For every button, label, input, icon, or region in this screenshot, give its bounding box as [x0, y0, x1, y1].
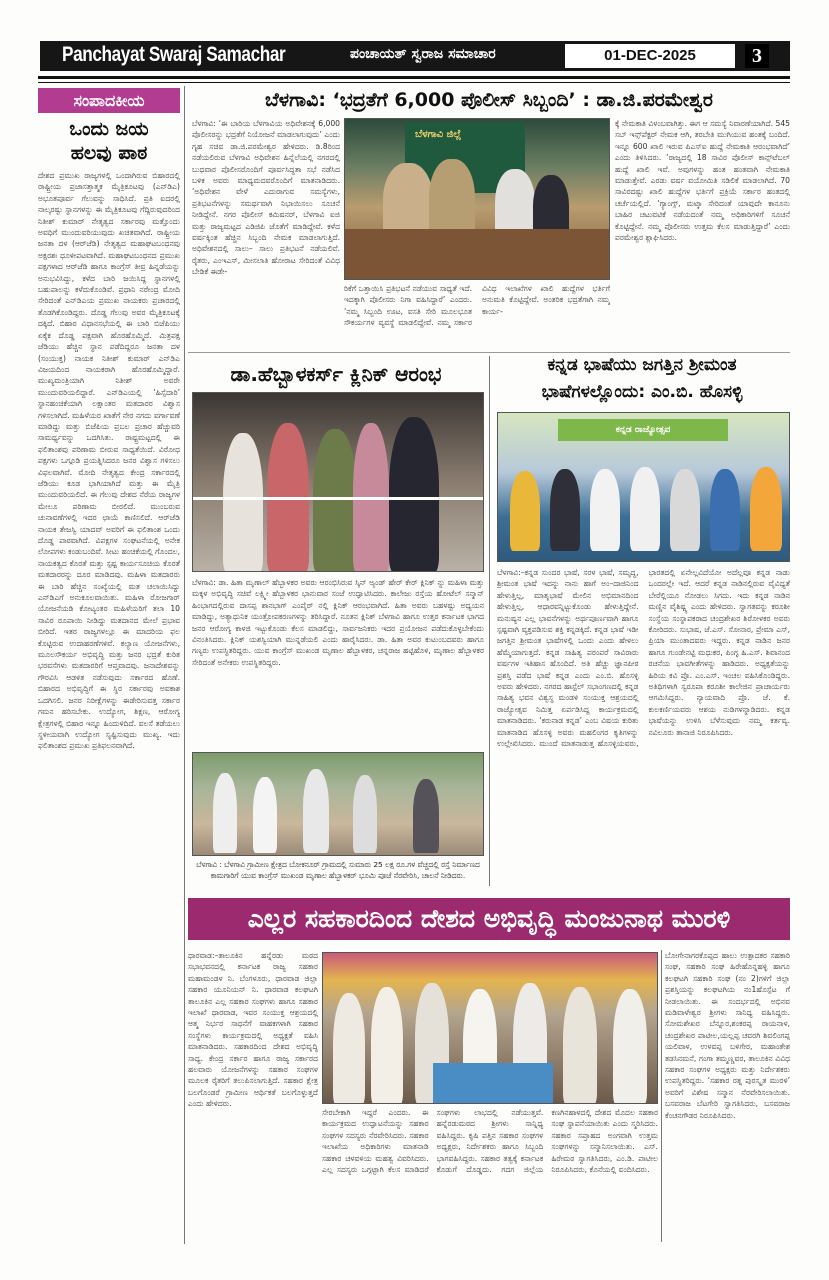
- clinic-article-body: ಬೆಳಗಾವಿ: ಡಾ. ಹಿತಾ ಮೃಣಾಲ್ ಹೆಬ್ಬಾಳಕರ ಅವರು ಆರಂಭಿಸಿರುವ ಸ್ಕಿನ್ ಅ್ಯಂಡ್ ಹೇರ್ ಕೇರ್ ಕ್ಲಿನಿಕ್ ನ್ನು ಮಹಿಳಾ ಮತ್ತು ಮಕ್ಕಳ ಅಭಿವೃದ್ಧಿ ಸಚಿವೆ ಲಕ್ಷ್ಮೀ ಹೆಬ್ಬಾಳಕರ ಭಾನುವಾರ ಸಂಜೆ ಉದ್ಘಾಟಿಸಿದರು. ಕಾಲೇಜು ರಸ್ತೆಯ ಹೋಟೆಲ್ ಸನ್ಮಾನ್ ಹಿಂಭಾಗದಲ್ಲಿರುವ ದಾಸಪ್ಪ ಶಾನಭಾಗ್ ಎಂಪೈರ್ ನಲ್ಲಿ ಕ್ಲಿನಿಕ್ ಆರಂಭವಾಗಿದೆ. ಹಿತಾ ಅವರು ಬಹಳಷ್ಟು ಅಧ್ಯಯನ ಮಾಡಿದ್ದು, ಅತ್ಯಾಧುನಿಕ ಯಂತ್ರೋಪಕರಣಗಳನ್ನು ತರಿಸಿದ್ದಾರೆ. ನೂತನ ಕ್ಲಿನಿಕ್ ಬೆಳಗಾವಿ ಹಾಗೂ ಉತ್ತರ ಕರ್ನಾಟಕ ಭಾಗದ ಜನರ ಆರೋಗ್ಯ ಕಾಳಜಿ ಇಟ್ಟುಕೊಂಡು ಕೆಲಸ ಮಾಡಲಿದ್ದು, ಸಾರ್ವಜನಿಕರು ಇದರ ಪ್ರಯೋಜನ ಪಡೆದುಕೊಳ್ಳಬೇಕೆಂದು ವಿನಂತಿಸಿದರು. ಕ್ಲಿನಿಕ್ ಯಶಸ್ವಿಯಾಗಿ ಮುನ್ನಡೆಯಲಿ ಎಂದು ಹಾರೈಸಿದರು. ಡಾ. ಹಿತಾ ಅವರ ಕುಟುಂಬದವರು ಹಾಗೂ ಗಣ್ಯರು ಉಪಸ್ಥಿತರಿದ್ದರು. ಯುವ ಕಾಂಗ್ರೆಸ್ ಮುಖಂಡ ಮೃಣಾಲ ಹೆಬ್ಬಾಳಕರ, ಚನ್ನರಾಜ ಹಟ್ಟಿಹೊಳಿ, ಮೃಣಾಲ ಹೆಬ್ಬಾಳಕರ ಸೇರಿದಂತೆ ಅನೇಕರು ಉಪಸ್ಥಿತರಿದ್ದರು.: [192, 578, 484, 667]
- top-article-under-photo: ರಿಕೆಗೆ ಒತ್ತಾಯಿಸಿ ಪ್ರತಿಭಟನೆ ನಡೆಯುವ ಸಾಧ್ಯತೆ ಇದೆ. ಇದಕ್ಕಾಗಿ ಪೊಲೀಸರು ನಿಗಾ ವಹಿಸಿದ್ದಾರೆ’ ಎಂದರು. ‘ನಮ್ಮ ಸಿಬ್ಬಂದಿ ಊಟ, ವಸತಿ ಸೇರಿ ಮೂಲಭೂತ ಸೌಕರ್ಯಗಳ ವ್ಯವಸ್ಥೆ ಮಾಡಲಿದ್ದೇವೆ. ನಮ್ಮ ಸರ್ಕಾರ ವಿವಿಧ ಇಲಾಖೆಗಳ ಖಾಲಿ ಹುದ್ದೆಗಳ ಭರ್ತಿಗೆ ಅನುಮತಿ ಕೊಟ್ಟಿದ್ದೇವೆ. ಅಂತರಿಕ ಭದ್ರತೆಗಾಗಿ ನಮ್ಮ ಕಾರ್ಯ-: [344, 284, 610, 328]
- kannada-article-headline: [494, 352, 790, 406]
- top-article-headline: ಬೆಳಗಾವಿ: ‘ಭದ್ರತೆಗೆ 6,000 ಪೊಲೀಸ್ ಸಿಬ್ಬಂದಿ’ : ಡಾ.ಜಿ.ಪರಮೇಶ್ವರ: [265, 89, 713, 111]
- clinic-article-headline: ಡಾ.ಹೆಬ್ಬಾಳಕರ್ಸ್ ಕ್ಲಿನಿಕ್ ಆರಂಭ: [230, 362, 442, 386]
- issue-date: 01-DEC-2025: [565, 44, 735, 68]
- bottom-article-column-1: ಧಾರವಾಡ:–ತಾಲೂಕಿನ ಹನ್ನೆರಡು ಮಠದ ಸಭಾಭವನದಲ್ಲಿ ಕರ್ನಾಟಕ ರಾಜ್ಯ ಸಹಕಾರ ಮಹಾಮಂಡಳ ನಿ. ಬೆಂಗಳೂರು, ಧಾರವಾಡ ಜಿಲ್ಲಾ ಸಹಕಾರ ಯೂನಿಯನ್ ನಿ. ಧಾರವಾಡ ಕಲಘಟಗಿ ತಾಲೂಕಿನ ಎಲ್ಲ ಸಹಕಾರ ಸಂಘಗಳು ಹಾಗೂ ಸಹಕಾರ ಇಲಾಖೆ ಧಾರವಾಡ, ಇವರ ಸಂಯುಕ್ತ ಆಶ್ರಯದಲ್ಲಿ ಆತ್ಮ ನಿರ್ಭರ ಸಾಧನೆಗೆ ವಾಹಕಗಳಾಗಿ ಸಹಕಾರ ಸಂಸ್ಥೆಗಳು ಕಾರ್ಯಕ್ರಮದಲ್ಲಿ ಅಧ್ಯಕ್ಷತೆ ವಹಿಸಿ ಮಾತನಾಡಿದರು. ಸಹಕಾರದಿಂದ ದೇಶದ ಅಭಿವೃದ್ಧಿ ಸಾಧ್ಯ. ಕೇಂದ್ರ ಸರ್ಕಾರ ಹಾಗೂ ರಾಜ್ಯ ಸರ್ಕಾರದ ಹಲವಾರು ಯೋಜನೆಗಳನ್ನು ಸಹಕಾರ ಸಂಘಗಳ ಮೂಲಕ ರೈತರಿಗೆ ತಲುಪಿಸಲಾಗುತ್ತಿದೆ. ಸಹಕಾರ ಕ್ಷೇತ್ರ ಬಲಗೊಂಡರೆ ಗ್ರಾಮೀಣ ಆರ್ಥಿಕತೆ ಬಲಗೊಳ್ಳುತ್ತದೆ ಎಂದು ಹೇಳಿದರು.: [188, 951, 318, 1109]
- page-number: 3: [745, 44, 769, 68]
- masthead: [40, 41, 790, 71]
- police-meeting-photo: [344, 118, 610, 280]
- bottom-article-under-photo: ಸೇರಬೇಕಾಗಿ ಇದ್ದರೆ ಎಂದರು. ಈ ಕಾರ್ಯಕ್ರಮದ ಉದ್ಘಾಟನೆಯನ್ನು ಸಹಕಾರ ಸಂಘಗಳ ಸದಸ್ಯರು ನೆರವೇರಿಸಿದರು. ಸಹಕಾರ ಇಲಾಖೆಯ ಅಧಿಕಾರಿಗಳು ಮಾತನಾಡಿ ಸಹಕಾರ ಚಳವಳಿಯ ಮಹತ್ವ ವಿವರಿಸಿದರು. ಎಲ್ಲ ಸದಸ್ಯರು ಒಗ್ಗಟ್ಟಾಗಿ ಕೆಲಸ ಮಾಡಿದರೆ ಸಂಘಗಳು ಲಾಭದಲ್ಲಿ ನಡೆಯುತ್ತವೆ. ಹನ್ನೆರಡುಮಠದ ಶ್ರೀಗಳು ಸಾನ್ನಿಧ್ಯ ವಹಿಸಿದ್ದರು. ಕೃಷಿ ಪತ್ತಿನ ಸಹಕಾರ ಸಂಘಗಳ ಅಧ್ಯಕ್ಷರು, ನಿರ್ದೇಶಕರು ಹಾಗೂ ಸಿಬ್ಬಂದಿ ಭಾಗವಹಿಸಿದ್ದರು. ಸಹಕಾರ ತತ್ವಕ್ಕೆ ಕರ್ನಾಟಕ ಕೊಡುಗೆ ದೊಡ್ಡದು. ಗದಗ ಜಿಲ್ಲೆಯ ಕಣಗಿನಹಾಳದಲ್ಲಿ ದೇಶದ ಮೊದಲ ಸಹಕಾರ ಸಂಘ ಸ್ಥಾಪನೆಯಾಯಿತು ಎಂದು ಸ್ಮರಿಸಿದರು. ಸಹಕಾರ ಸಪ್ತಾಹದ ಅಂಗವಾಗಿ ಉತ್ತಮ ಸಂಘಗಳನ್ನು ಸನ್ಮಾನಿಸಲಾಯಿತು. ಎಸ್. ಹಿರೇಮಠ ಸ್ವಾಗತಿಸಿದರು, ಎಂ.ಡಿ. ಪಾಟೀಲ ನಿರೂಪಿಸಿದರು, ಕೊನೆಯಲ್ಲಿ ವಂದಿಸಿದರು.: [322, 1108, 658, 1175]
- top-article-column-1: ಬೆಳಗಾವಿ: ‘ಈ ಬಾರಿಯ ಬೆಳಗಾವಿಯ ಅಧಿವೇಶನಕ್ಕೆ 6,000 ಪೊಲೀಸರನ್ನು ಭದ್ರತೆಗೆ ನಿಯೋಜನೆ ಮಾಡಲಾಗುವುದು’ ಎಂದು ಗೃಹ ಸಚಿವ ಡಾ.ಜಿ.ಪರಮೇಶ್ವರ ಹೇಳಿದರು. ಡಿ.8ರಿಂದ ನಡೆಯಲಿರುವ ಬೆಳಗಾವಿ ಅಧಿವೇಶನ ಹಿನ್ನೆಲೆಯಲ್ಲಿ ನಗರದಲ್ಲಿ ಬುಧವಾರ ಪೊಲೀಸರೊಂದಿಗೆ ಪೂರ್ವಸಿದ್ಧತಾ ಸಭೆ ನಡೆಸಿದ ಬಳಿಕ ಅವರು ಮಾಧ್ಯಮದವರೊಂದಿಗೆ ಮಾತನಾಡಿದರು. ‘ಅಧಿವೇಶನ ವೇಳೆ ಎದುರಾಗುವ ಸಮಸ್ಯೆಗಳು, ಪ್ರತಿಭಟನೆಗಳನ್ನು ಸಮರ್ಥವಾಗಿ ನಿಭಾಯಿಸಲು ಸೂಚನೆ ನೀಡಿದ್ದೇನೆ. ನಗರ ಪೊಲೀಸ್ ಕಮಿಷನರ್, ಬೆಳಗಾವಿ ಐಜಿ ಮತ್ತು ರಾಜ್ಯಮಟ್ಟದ ಎಡಿಜಿಪಿ ಜೊತೆಗೆ ಮಾಡಿದ್ದೇವೆ. ಕಳೆದ ವರ್ಷಕ್ಕಿಂತ ಹೆಚ್ಚಿನ ಸಿಬ್ಬಂದಿ ನೇಮಕ ಮಾಡಲಾಗುತ್ತಿದೆ. ಅಧಿವೇಶನದಲ್ಲಿ ಸಾಲು– ಸಾಲು ಪ್ರತಿಭಟನೆ ನಡೆಯಲಿವೆ. ರೈತರು, ಎಂಇಎಸ್, ಮೀಸಲಾತಿ ಹೋರಾಟ ಸೇರಿದಂತೆ ವಿವಿಧ ಬೇಡಿಕೆ ಈಡೇ-: [192, 119, 340, 277]
- clinic-inauguration-photo: [192, 392, 484, 572]
- editorial-headline: [38, 117, 180, 165]
- ribbon: [193, 497, 484, 500]
- editorial-label: ಸಂಪಾದಕೀಯ: [38, 88, 180, 113]
- table: [345, 229, 610, 280]
- editorial-body: ದೇಶದ ಪ್ರಮುಖ ರಾಜ್ಯಗಳಲ್ಲಿ ಒಂದಾಗಿರುವ ಬಿಹಾರದಲ್ಲಿ ರಾಷ್ಟ್ರೀಯ ಪ್ರಜಾಸತ್ತಾತ್ಮಕ ಮೈತ್ರಿಕೂಟವು (ಎನ್‌ಡಿಎ) ಅಭೂತಪೂರ್ವ ಗೆಲುವನ್ನು ಸಾಧಿಸಿದೆ. ಪ್ರತಿ ಐದರಲ್ಲಿ ನಾಲ್ಕರಷ್ಟು ಸ್ಥಾನಗಳನ್ನು ಈ ಮೈತ್ರಿಕೂಟವು ಗೆದ್ದಿರುವುದರಿಂದ ನಿತೀಶ್ ಕುಮಾರ್ ನೇತೃತ್ವದ ಸರ್ಕಾರವು ಮತ್ತೊಂದು ಅವಧಿಗೆ ಮುಂದುವರಿಯುವುದು ಖಚಿತವಾಗಿದೆ. ರಾಷ್ಟ್ರೀಯ ಜನತಾ ದಳ (ಆರ್‌ಜೆಡಿ) ನೇತೃತ್ವದ ಮಹಾಘಟಬಂಧನವು ಅಕ್ಷರಶಃ ಧೂಳೀಪಟವಾಗಿದೆ. ಮಹಾಘಟಬಂಧನದ ಪ್ರಮುಖ ಪಕ್ಷಗಳಾದ ಆರ್‌ಜೆಡಿ ಹಾಗೂ ಕಾಂಗ್ರೆಸ್ ತೀವ್ರ ಹಿನ್ನಡೆಯನ್ನು ಅನುಭವಿಸಿದ್ದು, ಕಳೆದ ಬಾರಿ ಜಯಿಸಿದ್ದ ಸ್ಥಾನಗಳಲ್ಲಿ ಬಹುಪಾಲನ್ನು ಕಳೆದುಕೊಂಡಿವೆ. ಪ್ರಧಾನಿ ನರೇಂದ್ರ ಮೋದಿ ಸೇರಿದಂತೆ ಎನ್‌ಡಿಎಯ ಪ್ರಮುಖ ನಾಯಕರು ಪ್ರಚಾರದಲ್ಲಿ ತೊಡಗಿಕೊಂಡಿದ್ದರು. ದೊಡ್ಡ ಗೆಲುವು ಅವರ ಮೈತ್ರಿಕೂಟಕ್ಕೆ ದಕ್ಕಿದೆ. ಬಿಹಾರ ವಿಧಾನಸಭೆಯಲ್ಲಿ ಈ ಬಾರಿ ಬಿಜೆಪಿಯು ಏಕೈಕ ದೊಡ್ಡ ಪಕ್ಷವಾಗಿ ಹೊರಹೊಮ್ಮಿದೆ. ಮಿತ್ರಪಕ್ಷ ಜೆಡಿಯು ಹೆಚ್ಚಿನ ಸ್ಥಾನ ಪಡೆದಿದ್ದರೂ ಜನತಾ ದಳ (ಸಂಯುಕ್ತ) ನಾಯಕ ನಿತೀಶ್ ಕುಮಾರ್ ಎನ್‌ಡಿಎ ವಿಜಯದಿಂದ ನಾಯಕರಾಗಿ ಹೊರಹೊಮ್ಮಿದ್ದಾರೆ. ಮುಖ್ಯಮಂತ್ರಿಯಾಗಿ ನಿತೀಶ್ ಅವರೇ ಮುಂದುವರಿಯಲಿದ್ದಾರೆ. ಎನ್‌ಡಿಎಯಲ್ಲಿ ‘ಹಿಸ್ಸೆದಾರಿ’ ಸ್ಥಾನಹಂಚಿಕೆಯಾಗಿ ಲಕ್ಷಾಂತರ ಮತದಾರರ ವಿಶ್ವಾಸ ಗಳಿಸಲಾಗಿದೆ. ಮಹಿಳೆಯರ ಖಾತೆಗೆ ನೇರ ನಗದು ವರ್ಗಾವಣೆ ಮಾಡಿದ್ದು ಮತ್ತು ಬಿಜೆಪಿಯ ಪ್ರಬಲ ಪ್ರಚಾರ ಹೆಚ್ಚುವರಿ ಸಾಮರ್ಥ್ಯವನ್ನು ಒದಗಿಸಿತು. ರಾಷ್ಟ್ರಮಟ್ಟದಲ್ಲಿ ಈ ಫಲಿತಾಂಶವು ಪರಿಣಾಮ ಬೀರುವ ಸಾಧ್ಯತೆಯಿದೆ. ವಿರೋಧ ಪಕ್ಷಗಳು ಒಗ್ಗೂಡಿ ಪ್ರಯತ್ನಿಸಿದರೂ ಜನರ ವಿಶ್ವಾಸ ಗಳಿಸಲು ವಿಫಲವಾಗಿವೆ. ಮೋದಿ ನೇತೃತ್ವದ ಕೇಂದ್ರ ಸರ್ಕಾರದಲ್ಲಿ ಜೆಡಿಯು ಕೂಡ ಭಾಗಿಯಾಗಿದೆ ಮತ್ತು ಈ ಮೈತ್ರಿ ಮುಂದುವರಿಯಲಿದೆ. ಈ ಗೆಲುವು ದೇಶದ ನೆರೆಯ ರಾಜ್ಯಗಳ ಮೇಲೂ ಪರಿಣಾಮ ಬೀರಲಿದೆ. ಮುಂಬರುವ ಚುನಾವಣೆಗಳಲ್ಲಿ ಇದರ ಛಾಯೆ ಕಾಣಿಸಲಿದೆ. ಆರ್‌ಜೆಡಿ ನಾಯಕ ತೇಜಸ್ವಿ ಯಾದವ್ ಅವರಿಗೆ ಈ ಫಲಿತಾಂಶ ಒಂದು ದೊಡ್ಡ ಪಾಠವಾಗಿದೆ. ವಿಪಕ್ಷಗಳ ಸಂಘಟನೆಯಲ್ಲಿ ಅನೇಕ ಲೋಪಗಳು ಕಂಡುಬಂದಿವೆ. ಸೀಟು ಹಂಚಿಕೆಯಲ್ಲಿ ಗೊಂದಲ, ನಾಯಕತ್ವದ ಕೊರತೆ ಮತ್ತು ಸ್ಪಷ್ಟ ಕಾರ್ಯಸೂಚಿಯ ಕೊರತೆ ಮತದಾರರನ್ನು ದೂರ ಮಾಡಿದವು. ಮಹಿಳಾ ಮತದಾರರು ಈ ಬಾರಿ ಹೆಚ್ಚಿನ ಸಂಖ್ಯೆಯಲ್ಲಿ ಮತ ಚಲಾಯಿಸಿದ್ದು ಎನ್‌ಡಿಎಗೆ ಅನುಕೂಲವಾಯಿತು. ಮಹಿಳಾ ರೋಜಗಾರ್ ಯೋಜನೆಯಡಿ ಕೋಟ್ಯಂತರ ಮಹಿಳೆಯರಿಗೆ ತಲಾ 10 ಸಾವಿರ ರೂಪಾಯಿ ನೀಡಿದ್ದು ಮತದಾನದ ಮೇಲೆ ಪ್ರಭಾವ ಬೀರಿದೆ. ಇತರ ರಾಜ್ಯಗಳಲ್ಲೂ ಈ ಮಾದರಿಯ ಫಲ ಕೊಟ್ಟಿರುವ ಉದಾಹರಣೆಗಳಿವೆ. ಕಲ್ಯಾಣ ಯೋಜನೆಗಳು, ಮೂಲಸೌಕರ್ಯ ಅಭಿವೃದ್ಧಿ ಮತ್ತು ಜನರ ಭದ್ರತೆ ಕುರಿತ ಭರವಸೆಗಳು ಮತದಾರರಿಗೆ ಆಪ್ತವಾದವು. ಜನಾದೇಶವನ್ನು ಗೌರವಿಸಿ ಆಡಳಿತ ನಡೆಸುವುದು ಸರ್ಕಾರದ ಹೊಣೆ. ಬಿಹಾರದ ಅಭಿವೃದ್ಧಿಗೆ ಈ ಸ್ಥಿರ ಸರ್ಕಾರವು ಅವಕಾಶ ಒದಗಿಸಲಿ. ಜನರ ನಿರೀಕ್ಷೆಗಳನ್ನು ಈಡೇರಿಸುವತ್ತ ಸರ್ಕಾರ ಗಮನ ಹರಿಸಬೇಕು. ಉದ್ಯೋಗ, ಶಿಕ್ಷಣ, ಆರೋಗ್ಯ ಕ್ಷೇತ್ರಗಳಲ್ಲಿ ಬಿಹಾರ ಇನ್ನೂ ಹಿಂದುಳಿದಿದೆ. ವಲಸೆ ತಡೆಯಲು ಸ್ಥಳೀಯವಾಗಿ ಉದ್ಯೋಗ ಸೃಷ್ಟಿಸುವುದು ಮುಖ್ಯ. ಇದು ಫಲಿತಾಂಶದ ಪ್ರಮುಖ ಪ್ರತಿಫಲನವಾಗಿದೆ.: [38, 171, 180, 751]
- masthead-double-rule: [38, 76, 790, 83]
- photo-sign-text: ಬೆಳಗಾವಿ ಜಿಲ್ಲೆ: [415, 129, 462, 140]
- editorial-headline-line2: ಹಲವು ಪಾಠ: [70, 142, 148, 164]
- bottom-article-column-right: ಬೋಗೇನಾಗರಕೊಪ್ಪದ ಹಾಲು ಉತ್ಪಾದಕರ ಸಹಕಾರಿ ಸಂಘ, ಸಹಕಾರಿ ಸಂಘ ಹಿರೇಹೊನ್ನಹಳ್ಳಿ ಹಾಗೂ ಕಲಘಟಗಿ ಸಹಕಾರಿ ಸಂಘ (ನಂ 2)ಗಳಿಗೆ ಜಿಲ್ಲಾ ಪ್ರಶಸ್ತಿಯನ್ನು ಕಲಘಟಗಿಯ ನಂ1ಹೊಸ್ಪೆಟ ಗೆ ನೀಡಲಾಯಿತು. ಈ ಸಂದರ್ಭದಲ್ಲಿ ಅಭಿನವ ಮಡಿವಾಳೇಶ್ವರ ಶ್ರೀಗಳು ಸಾನಿಧ್ಯ ವಹಿಸಿದ್ದರು. ಸೋಮಶೇಖರ ಬೆನ್ನೂರ,ಶಂಕರಪ್ಪ ರಾಯನಾಳ, ಚಂದ್ರಶೇಖರ ಪಾಟೀಲ,ಯಲ್ಲಪ್ಪ ಚವರಗಿ ಶಿವಲಿಂಗಪ್ಪ ಯಲಿವಾಳ, ಉಳವಪ್ಪ ಬಳಿಗೇರ, ಮಹಾಂತೇಶ ತಡಸಿನಮನೆ, ಗಂಗಾ ತಮ್ಮಣ್ಣವರ, ತಾಲೂಕಿನ ವಿವಿಧ ಸಹಕಾರ ಸಂಘಗಳ ಅಧ್ಯಕ್ಷರು ಮತ್ತು ನಿರ್ದೇಶಕರು ಉಪಸ್ಥಿತರಿದ್ದರು. ‘ಸಹಕಾರ ರತ್ನ ಪುರಸ್ಕೃತ ಮುರಳಿ’ ಅವರಿಗೆ ವಿಶೇಷ ಸನ್ಮಾನ ನೆರವೇರಿಸಲಾಯಿತು. ಬಸವರಾಜ ಬೆಟಗೇರಿ ಸ್ವಾಗತಿಸಿದರು, ಬಸವರಾಜ ಕೆಂಚನಗೌಡರ ನಿರೂಪಿಸಿದರು.: [665, 951, 790, 1120]
- column-divider: [184, 86, 185, 1244]
- cooperative-event-photo: [322, 952, 658, 1104]
- kannada-headline-line1: ಕನ್ನಡ ಭಾಷೆಯು ಜಗತ್ತಿನ ಶ್ರೀಮಂತ: [547, 355, 737, 375]
- column-divider: [661, 950, 662, 1242]
- masthead-title-english: Panchayat Swaraj Samachar: [62, 43, 286, 66]
- bottom-article-headline: ಎಲ್ಲರ ಸಹಕಾರದಿಂದ ದೇಶದ ಅಭಿವೃದ್ಧಿ ಮಂಜುನಾಥ ಮುರಳಿ: [188, 898, 790, 940]
- editorial-headline-line1: ಒಂದು ಜಯ: [69, 118, 149, 140]
- column-divider: [489, 356, 490, 886]
- road-work-bhoomi-pooja-photo: [192, 752, 484, 856]
- event-banner: ಕನ್ನಡ ರಾಜ್ಯೋತ್ಸವ: [558, 419, 728, 441]
- kannada-headline-line2: ಭಾಷೆಗಳಲ್ಲೊಂದು: ಎಂ.ಬಿ. ಹೊಸಳ್ಳಿ: [541, 382, 743, 402]
- top-article-column-right: ಕ್ಕೆ ನೇಮಕಾತಿ ವಿಳಂಬವಾಗಿತ್ತು. ಈಗ ಆ ಸಮಸ್ಯೆ ನಿವಾರಣೆಯಾಗಿದೆ. 545 ಸಬ್ ಇನ್ಸ್‌ಪೆಕ್ಟರ್ ನೇಮಕ ಆಗಿ, ತರಬೇತಿ ಮುಗಿಯುವ ಹಂತಕ್ಕೆ ಬಂದಿದೆ. ಇನ್ನೂ 600 ಖಾಲಿ ಇರುವ ಪಿಎಸ್ಐ ಹುದ್ದೆ ನೇಮಕಾತಿ ಆರಂಭವಾಗಿದೆ’ ಎಂದು ತಿಳಿಸಿದರು. ‘ರಾಜ್ಯದಲ್ಲಿ 18 ಸಾವಿರ ಪೊಲೀಸ್ ಕಾನ್ಸ್‌ಟೆಬಲ್ ಹುದ್ದೆ ಖಾಲಿ ಇವೆ. ಅವುಗಳನ್ನು ಹಂತ ಹಂತವಾಗಿ ನೇಮಕಾತಿ ಮಾಡುತ್ತೇವೆ. ಎರಡು ವರ್ಷ ವಯೋಮಿತಿ ಸಡಿಲಿಕೆ ಮಾಡಲಾಗಿದೆ. 70 ಸಾವಿರದಷ್ಟು ಖಾಲಿ ಹುದ್ದೆಗಳ ಭರ್ತಿಗೆ ಪ್ರಕ್ರಿಯೆ ಸರ್ಕಾರ ಹಂತದಲ್ಲಿ ಚರ್ಚೆಯಲ್ಲಿದೆ. ‘ಗ್ಯಾಂಗ್ಸ್, ಮಟ್ಕಾ ಸೇರಿದಂತೆ ಯಾವುದೇ ಕಾನೂನು ಬಾಹಿರ ಚಟುವಟಿಕೆ ನಡೆಯದಂತೆ ನಮ್ಮ ಅಧಿಕಾರಿಗಳಿಗೆ ಸೂಚನೆ ಕೊಟ್ಟಿದ್ದೇನೆ. ನಮ್ಮ ಪೊಲೀಸರು ಉತ್ತಮ ಕೆಲಸ ಮಾಡುತ್ತಿದ್ದಾರೆ’ ಎಂದು ಪರಮೇಶ್ವರ ಶ್ಲಾಘಿಸಿದರು.: [615, 119, 790, 243]
- masthead-title-kannada: ಪಂಚಾಯತ್ ಸ್ವರಾಜ ಸಮಾಚಾರ: [350, 46, 496, 62]
- rajyotsava-event-photo: [497, 412, 790, 562]
- stage-table: [433, 1063, 553, 1103]
- kannada-article-body: ಬೆಳಗಾವಿ:–ಕನ್ನಡ ಸುಂದರ ಭಾಷೆ, ಸರಳ ಭಾಷೆ, ಸಮೃದ್ಧ, ಶ್ರೀಮಂತ ಭಾಷೆ ಇದನ್ನು ನಾನು ಹಾಗೆ ಅಂ–ದಾಜಿನಿಂದ ಹೇಳುತ್ತಿಲ್ಲ, ಮಾತೃಭಾಷೆ ಮೇಲಿನ ಅಭಿಮಾನದಿಂದ ಹೇಳುತ್ತಿಲ್ಲ, ಆಧಾರವನ್ನಿಟ್ಟುಕೊಂಡು ಹೇಳುತ್ತಿದ್ದೇನೆ. ಮನುಷ್ಯನ ಎಲ್ಲ ಭಾವನೆಗಳನ್ನು ಅರ್ಥಪೂರ್ಣವಾಗಿ ಹಾಗೂ ಸ್ಪಷ್ಟವಾಗಿ ವ್ಯಕ್ತಪಡಿಸುವ ಶಕ್ತಿ ಕನ್ನಡಕ್ಕಿದೆ. ಕನ್ನಡ ಭಾಷೆ ಇಡೀ ಜಗತ್ತಿನ ಶ್ರೀಮಂತ ಭಾಷೆಗಳಲ್ಲಿ ಒಂದು ಎಂದು ಹೇಳಲು ಹೆಮ್ಮೆಯಾಗುತ್ತದೆ. ಕನ್ನಡ ಸಾಹಿತ್ಯ ಪರಂಪರೆ ಸಾವಿರಾರು ವರ್ಷಗಳ ಇತಿಹಾಸ ಹೊಂದಿದೆ. ಅತಿ ಹೆಚ್ಚು ಜ್ಞಾನಪೀಠ ಪ್ರಶಸ್ತಿ ಪಡೆದ ಭಾಷೆ ಕನ್ನಡ ಎಂದು ಎಂ.ಬಿ. ಹೊಸಳ್ಳಿ ಅವರು ಹೇಳಿದರು. ನಗರದ ಹಾಸ್ಟೆಲ್ ಸಭಾಂಗಣದಲ್ಲಿ ಕನ್ನಡ ಸಾಹಿತ್ಯ ಭವನ ವಿಶ್ವಸ್ಥ ಮಂಡಳಿ ಸಂಯುಕ್ತ ಆಶ್ರಯದಲ್ಲಿ ರಾಜ್ಯೋತ್ಸವ ನಿಮಿತ್ತ ಏರ್ಪಡಿಸಿದ್ದ ಕಾರ್ಯಕ್ರಮದಲ್ಲಿ ಮಾತನಾಡಿದರು. ‘ಕರುನಾಡ ಕನ್ನಡ’ ಎಂಬ ವಿಷಯ ಕುರಿತು ಮಾತನಾಡಿದ ಹೊಸಳ್ಳಿ ಅವರು ಮಹಲಿಂಗರ ಕೃತಿಗಳನ್ನು ಉಲ್ಲೇಖಿಸಿದರು. ಮುಂದೆ ಮಾತನಾಡುತ್ತ ಹೊಸಳ್ಳಿಯವರು, ಭಾರತದಲ್ಲಿ ಏನೇಲ್ಲವಿದೆಯೋ ಅದೆಲ್ಲವೂ ಕನ್ನಡ ನಾಡು ಒಂದರಲ್ಲೇ ಇದೆ. ಆದರೆ ಕನ್ನಡ ನಾಡಿನಲ್ಲಿರುವ ವೈವಿಧ್ಯತೆ ಬೇರೆಲ್ಲಿಯೂ ನೋಡಲು ಸಿಗದು. ಇದು ಕನ್ನಡ ನಾಡಿನ ಮಣ್ಣಿನ ವೈಶಿಷ್ಟ್ಯ ಎಂದು ಹೇಳಿದರು. ಸ್ವಾಗತವನ್ನು ಕರೂಶೀ ಸಂಸ್ಥೆಯ ಸಂಸ್ಥಾಪಕರಾದ ಚಂದ್ರಶೇಖರ ಶಿರೋಳಕರ ಅವರು ಕೋರಿದರು. ಸುಭಾಷ, ಜೆ.ಎಸ್. ಸೋನಾರ, ಪ್ರೇಮಾ ಎಸ್, ಪ್ರಿಯಾ ಮುಂತಾದವರು ಇದ್ದರು. ಕನ್ನಡ ನಾಡಿನ ಜನರ ಹಾಗೂ ಗುಂಡೇನಟ್ಟಿ ಮಧುಕರ, ಪಿಂಗ್ಳ ಹಿ.ಎಸ್. ಶಿವಾನಂದ ರಚನೆಯ ಭಾವಗೀತೆಗಳನ್ನು ಹಾಡಿದರು. ಅಧ್ಯಕ್ಷತೆಯನ್ನು ಹಿರಿಯ ಕವಿ ಪ್ರೊ. ಎಂ.ಎಸ್. ಇಂಚಲ ವಹಿಸಿಕೊಂಡಿದ್ದರು. ಅತಿಥಿಗಳಾಗಿ ಸ್ವರೂಪಾ ಕರೂಶೀ ಕಾಲೇಜಿನ ಪ್ರಾಚಾರ್ಯರು ಆಗಮಿಸಿದ್ದರು. ನ್ಯಾಯವಾದಿ ಪ್ರೊ. ಜೆ. ಕೆ. ಕುಲಕರ್ಣಿಯವರು ಆಶಯ ನುಡಿಗಳನ್ನಾಡಿದರು. ಕನ್ನಡ ಭಾಷೆಯನ್ನು ಉಳಿಸಿ ಬೆಳೆಸುವುದು ನಮ್ಮ ಕರ್ತವ್ಯ. ನವಿಲೂರು ತಾನಾಜಿ ನಿರೂಪಿಸಿದರು.: [497, 568, 790, 749]
- road-work-photo-caption: ಬೆಳಗಾವಿ : ಬೆಳಗಾವಿ ಗ್ರಾಮೀಣ ಕ್ಷೇತ್ರದ ಬೋಕನೂರ್ ಗ್ರಾಮದಲ್ಲಿ ಸುಮಾರು 25 ಲಕ್ಷ ರೂ.ಗಳ ವೆಚ್ಚದಲ್ಲಿ ರಸ್ತೆ ನಿರ್ಮಾಣದ ಕಾಮಗಾರಿಗೆ ಯುವ ಕಾಂಗ್ರೆಸ್ ಮುಖಂಡ ಮೃಣಾಲ ಹೆಬ್ಬಾಳಕರ್ ಭೂಮಿ ಪೂಜೆ ನೆರವೇರಿಸಿ, ಚಾಲನೆ ನೀಡಿದರು.: [196, 860, 480, 880]
